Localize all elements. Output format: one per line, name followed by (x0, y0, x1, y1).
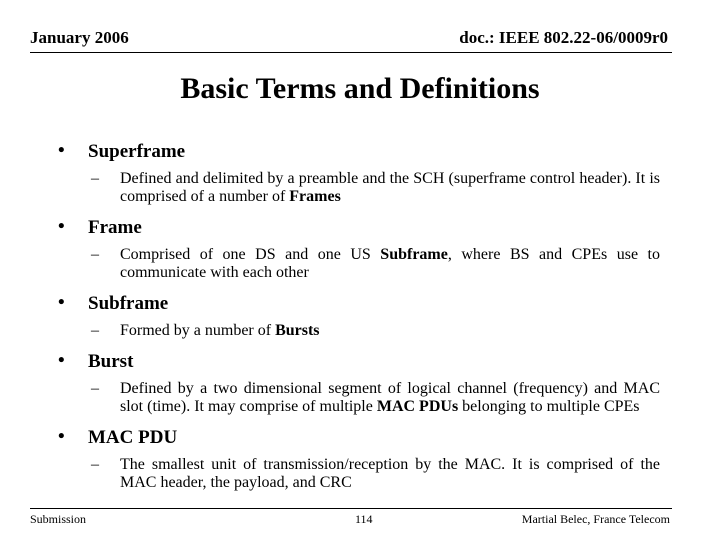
term-superframe: Superframe (88, 141, 186, 162)
footer-author: Martial Belec, France Telecom (521, 512, 670, 526)
bullet: • (58, 292, 65, 313)
definition-frame (91, 246, 660, 282)
header-rule (30, 52, 672, 53)
definition-emphasis: Subframe (380, 246, 448, 263)
dash: – (91, 380, 99, 397)
definitions-list (58, 140, 668, 492)
page-number: 114 (355, 512, 373, 526)
bullet: • (58, 140, 65, 161)
definition-mac-pdu (91, 456, 660, 492)
term-mac-pdu: MAC PDU (88, 427, 178, 448)
bullet: • (58, 426, 65, 447)
list-item-subframe (58, 292, 668, 340)
bullet: • (58, 350, 65, 371)
definition-emphasis: Bursts (275, 322, 320, 339)
definition-emphasis: Frames (289, 188, 341, 205)
list-item-mac-pdu (58, 426, 668, 492)
footer-rule (30, 508, 672, 509)
footer-submission: Submission (30, 512, 87, 526)
definition-text-end: , where BS and CPEs use to communicate with each other (120, 246, 660, 281)
header-date: January 2006 (30, 28, 129, 47)
header-doc-id: doc.: IEEE 802.22-06/0009r0 (459, 28, 668, 47)
definition-text-end: belonging to multiple CPEs (458, 398, 640, 415)
definition-burst (91, 380, 660, 416)
term-burst: Burst (88, 351, 134, 372)
list-item-burst (58, 350, 668, 416)
definition-subframe (91, 322, 660, 340)
definition-text: Formed by a number of (120, 322, 276, 339)
dash: – (91, 246, 99, 263)
term-subframe: Subframe (88, 293, 169, 314)
definition-text: Defined by a two dimensional segment of logical channel (frequency) and MAC slot (time). It may comprise of multiple (120, 380, 660, 415)
definition-superframe (91, 170, 660, 206)
list-item-superframe (58, 140, 668, 206)
dash: – (91, 456, 99, 473)
term-frame: Frame (88, 217, 142, 238)
bullet: • (58, 216, 65, 237)
definition-text: Comprised of one DS and one US (120, 246, 381, 263)
definition-text: The smallest unit of transmission/reception by the MAC. It is comprised of the MAC header, the payload, and CRC (120, 456, 660, 491)
dash: – (91, 170, 99, 187)
definition-emphasis: MAC PDUs (376, 398, 459, 415)
list-item-frame (58, 216, 668, 282)
slide-title: Basic Terms and Definitions (180, 72, 540, 105)
definition-text: Defined and delimited by a preamble and the SCH (superframe control header). It is comprised of a number of (120, 170, 660, 205)
dash: – (91, 322, 99, 339)
